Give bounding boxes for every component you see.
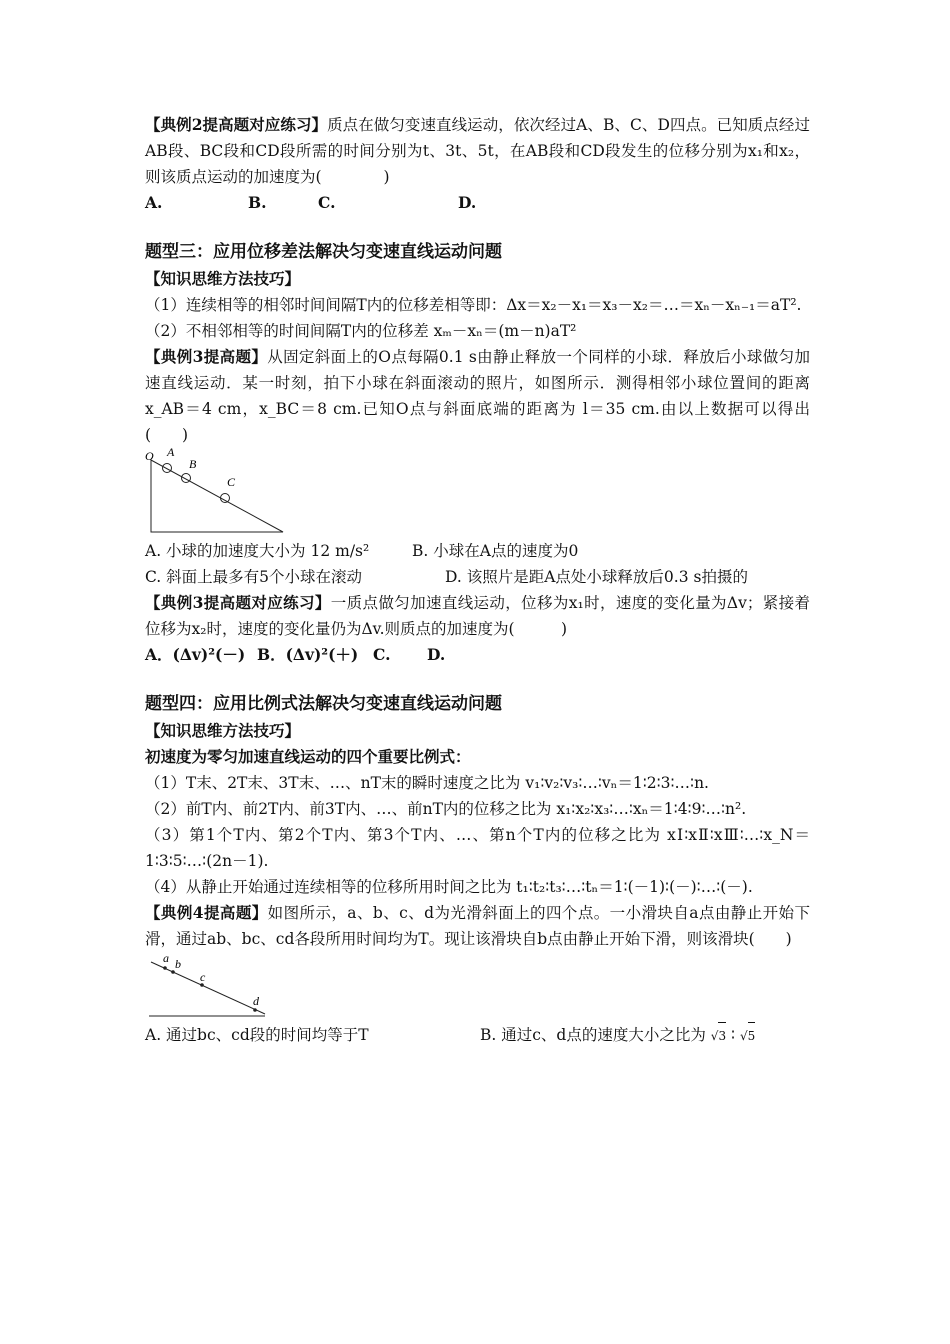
example3-practice-question	[145, 590, 810, 642]
example2-practice-text: 质点在做匀变速直线运动，依次经过A、B、C、D四点。已知质点经过AB段、BC段和CD段所需的时间分别为t、3t、5t，在AB段和CD段发生的位移分别为x₁和x₂，则该质点运动的加速度为( )	[145, 116, 810, 186]
ratio-2: （2）前T内、前2T内、前3T内、…、前nT内的位移之比为 x₁∶x₂∶x₃∶…∶xₙ＝1∶4∶9∶…∶n².	[145, 800, 747, 818]
section3-title: 题型三：应用位移差法解决匀变速直线运动问题	[145, 242, 502, 262]
ratio-separator: ∶	[731, 1026, 736, 1044]
example4-tag: 【典例4提高题】	[145, 903, 268, 922]
section3-point2: （2）不相邻相等的时间间隔T内的位移差 xₘ－xₙ＝(m－n)aT²	[145, 322, 577, 340]
point-d	[253, 1008, 257, 1012]
example4-text: 如图所示，a、b、c、d为光滑斜面上的四个点。一小滑块自a点由静止开始下滑，通过ab、bc、cd各段所用时间均为T。现让该滑块自b点由静止开始下滑，则该滑块( )	[145, 904, 810, 948]
label-c: C	[227, 475, 236, 489]
example3-practice-tag: 【典例3提高题对应练习】	[145, 593, 331, 612]
ex4-option-b-text: B. 通过c、d点的速度大小之比为	[480, 1026, 706, 1044]
ratio-1: （1）T末、2T末、3T末、…、nT末的瞬时速度之比为 v₁∶v₂∶v₃∶…∶vₙ＝1∶2∶3∶…∶n.	[145, 774, 709, 792]
section3-knowledge-tag: 【知识思维方法技巧】	[145, 270, 301, 288]
example3-options-row2	[145, 564, 810, 590]
ratio-4: （4）从静止开始通过连续相等的位移所用时间之比为 t₁∶t₂∶t₃∶…∶tₙ＝1∶(－1)∶(－)∶…∶(－).	[145, 878, 753, 896]
example3-practice-text: 一质点做匀加速直线运动，位移为x₁时，速度的变化量为Δv；紧接着位移为x₂时，速度的变化量仍为Δv.则质点的加速度为( )	[145, 594, 810, 638]
example3-practice-options	[145, 642, 810, 668]
ratio-3: （3）第1个T内、第2个T内、第3个T内、…、第n个T内的位移之比为 xⅠ∶xⅡ∶xⅢ∶…∶x_N＝1∶3∶5∶…∶(2n－1).	[145, 826, 810, 870]
slope-points-figure	[145, 952, 275, 1022]
option-d: D.	[458, 193, 477, 212]
ex3p-option-a: A．(Δv)²(－)	[145, 645, 246, 664]
ex3-option-c: C. 斜面上最多有5个小球在滚动	[145, 568, 363, 586]
ball-b	[182, 474, 191, 483]
ex3p-option-c: C.	[373, 645, 391, 664]
ball-a	[163, 464, 172, 473]
option-c: C.	[318, 193, 336, 212]
label-d: d	[253, 994, 259, 1008]
section4-intro: 初速度为零匀加速直线运动的四个重要比例式：	[145, 747, 471, 766]
sqrt-3: √3	[711, 1022, 726, 1049]
example3-tag: 【典例3提高题】	[145, 347, 268, 366]
label-o: O	[145, 449, 154, 463]
example3-text: 从固定斜面上的O点每隔0.1 s由静止释放一个同样的小球．释放后小球做匀加速直线运动．某一时刻，拍下小球在斜面滚动的照片，如图所示．测得相邻小球位置间的距离 x_AB＝4 cm，x_BC＝8 cm.已知O点与斜面底端的距离为 l＝35 cm.由以上数据可以得出( )	[145, 348, 810, 444]
example4-options	[145, 1022, 810, 1049]
ex3-option-a: A. 小球的加速度大小为 12 m/s²	[145, 542, 370, 560]
ex3-option-d: D. 该照片是距A点处小球释放后0.3 s拍摄的	[445, 568, 748, 586]
example4-question	[145, 900, 810, 952]
point-a	[163, 966, 167, 970]
ex3p-option-d: D.	[427, 645, 446, 664]
incline-balls-figure	[145, 448, 295, 538]
example3-options-row1	[145, 538, 810, 564]
example2-practice-tag: 【典例2提高题对应练习】	[145, 115, 328, 134]
label-c: c	[200, 970, 206, 984]
label-b: B	[189, 457, 197, 471]
option-b: B.	[248, 193, 267, 212]
document-page	[145, 112, 810, 1049]
ball-c	[221, 494, 230, 503]
ex4-option-a: A. 通过bc、cd段的时间均等于T	[145, 1026, 369, 1044]
label-a: A	[167, 448, 175, 459]
section3-point1: （1）连续相等的相邻时间间隔T内的位移差相等即：Δx＝x₂－x₁＝x₃－x₂＝…＝xₙ－xₙ₋₁＝aT².	[145, 296, 802, 314]
ex3-option-b: B. 小球在A点的速度为0	[412, 542, 579, 560]
section4-title: 题型四：应用比例式法解决匀变速直线运动问题	[145, 694, 502, 714]
label-b: b	[175, 957, 181, 971]
option-a: A.	[145, 193, 163, 212]
label-a: a	[163, 952, 169, 965]
section4-knowledge-tag: 【知识思维方法技巧】	[145, 722, 301, 740]
ex3p-option-b: B．(Δv)²(＋)	[257, 645, 359, 664]
sqrt-5: √5	[740, 1022, 755, 1049]
example2-practice-question	[145, 112, 810, 190]
ex4-option-b	[480, 1022, 755, 1049]
example2-options	[145, 190, 810, 216]
example3-question	[145, 344, 810, 448]
